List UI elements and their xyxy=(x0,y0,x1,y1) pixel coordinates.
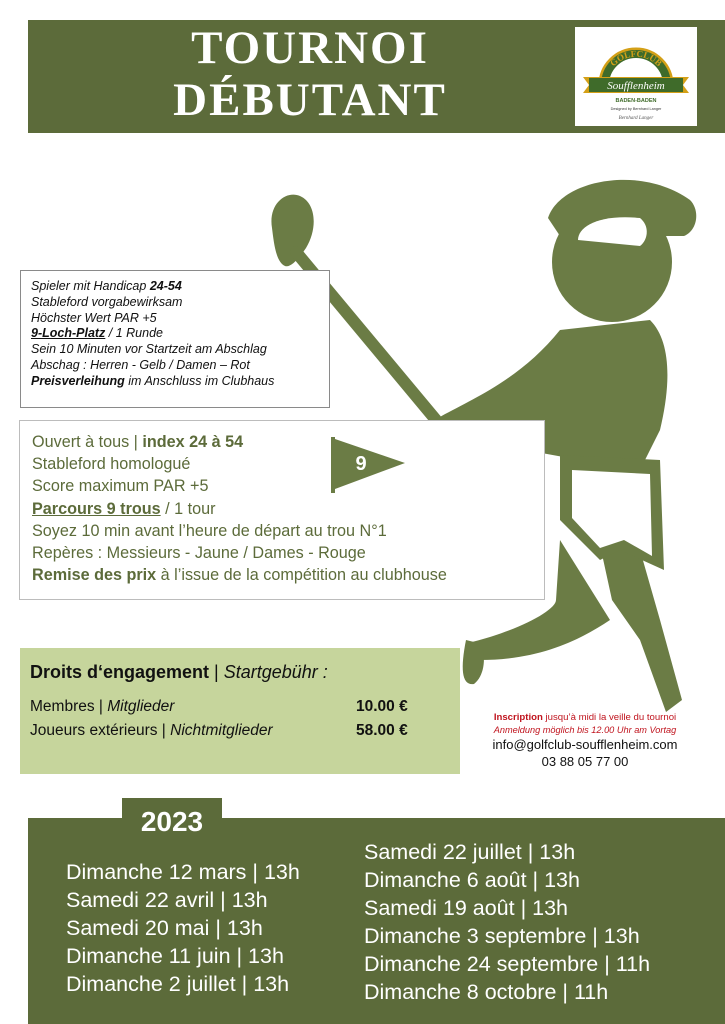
fr-line-max: Score maximum PAR +5 xyxy=(32,477,209,496)
french-rules-box xyxy=(19,420,545,600)
date-item: Samedi 20 mai | 13h xyxy=(66,916,263,940)
fees-title: Droits d‘engagement | Startgebühr : xyxy=(30,662,328,682)
de-line-arrival: Sein 10 Minuten vor Startzeit am Abschlag xyxy=(31,342,267,357)
fr-line-course: Parcours 9 trous / 1 tour xyxy=(32,499,216,518)
fee-external-price: 58.00 € xyxy=(356,722,408,739)
title-line-1: TOURNOI xyxy=(191,22,429,74)
logo-designer: Designed by Bernhard Langer xyxy=(610,107,662,111)
fee-members-price: 10.00 € xyxy=(356,698,408,715)
date-item: Dimanche 3 septembre | 13h xyxy=(364,924,640,948)
contact-email[interactable]: info@golfclub-soufflenheim.com xyxy=(492,737,678,752)
logo-banner-text: Soufflenheim xyxy=(607,80,665,92)
date-item: Dimanche 2 juillet | 13h xyxy=(66,972,290,996)
date-item: Dimanche 6 août | 13h xyxy=(364,868,580,892)
flag-number: 9 xyxy=(355,453,367,475)
date-item: Dimanche 8 octobre | 11h xyxy=(364,980,609,1004)
german-rules-box xyxy=(20,270,330,408)
de-line-prize: Preisverleihung im Anschluss im Clubhaus xyxy=(31,373,275,388)
fr-line-stableford: Stableford homologué xyxy=(32,455,191,474)
registration-contact xyxy=(470,712,700,770)
date-item: Samedi 22 juillet | 13h xyxy=(364,840,576,864)
logo-arc-text: GOLFCLUB xyxy=(608,48,665,69)
date-item: Samedi 22 avril | 13h xyxy=(66,888,268,912)
logo-location: BADEN-BADEN xyxy=(615,98,657,104)
de-line-stableford: Stableford vorgabewirksam xyxy=(31,294,183,309)
de-line-handicap: Spieler mit Handicap 24-54 xyxy=(31,279,182,293)
logo-signature: Bernhard Langer xyxy=(618,116,654,121)
de-line-max: Höchster Wert PAR +5 xyxy=(31,310,157,325)
registration-note-de: Anmeldung möglich bis 12.00 Uhr am Vortag xyxy=(493,725,677,735)
contact-phone: 03 88 05 77 00 xyxy=(541,754,629,769)
date-item: Samedi 19 août | 13h xyxy=(364,896,569,920)
date-item: Dimanche 12 mars | 13h xyxy=(66,860,300,884)
dates-column-left xyxy=(66,858,300,998)
fee-row-external: Joueurs extérieurs | Nichtmitglieder 58.00 € xyxy=(30,719,450,743)
fr-line-open: Ouvert à tous | index 24 à 54 xyxy=(32,433,244,451)
de-line-course: 9-Loch-Platz / 1 Runde xyxy=(31,326,163,341)
registration-note-fr: Inscription jusqu’à midi la veille du tournoi xyxy=(493,712,677,723)
date-item: Dimanche 24 septembre | 11h xyxy=(364,952,651,976)
fr-line-tees: Repères : Messieurs - Jaune / Dames - Rouge xyxy=(32,544,366,563)
hole-flag-icon xyxy=(331,437,407,493)
dates-column-right xyxy=(364,838,650,1006)
de-line-tees: Abschag : Herren - Gelb / Damen – Rot xyxy=(31,357,250,372)
fr-line-arrival: Soyez 10 min avant l’heure de départ au trou N°1 xyxy=(32,521,387,540)
title-line-2: DÉBUTANT xyxy=(173,74,447,126)
fr-line-prize: Remise des prix à l’issue de la compétition au clubhouse xyxy=(32,566,447,585)
entry-fees-box xyxy=(20,648,460,774)
schedule-year: 2023 xyxy=(140,806,204,837)
fee-row-members: Membres | Mitglieder 10.00 € xyxy=(30,695,450,719)
date-item: Dimanche 11 juin | 13h xyxy=(66,944,284,968)
